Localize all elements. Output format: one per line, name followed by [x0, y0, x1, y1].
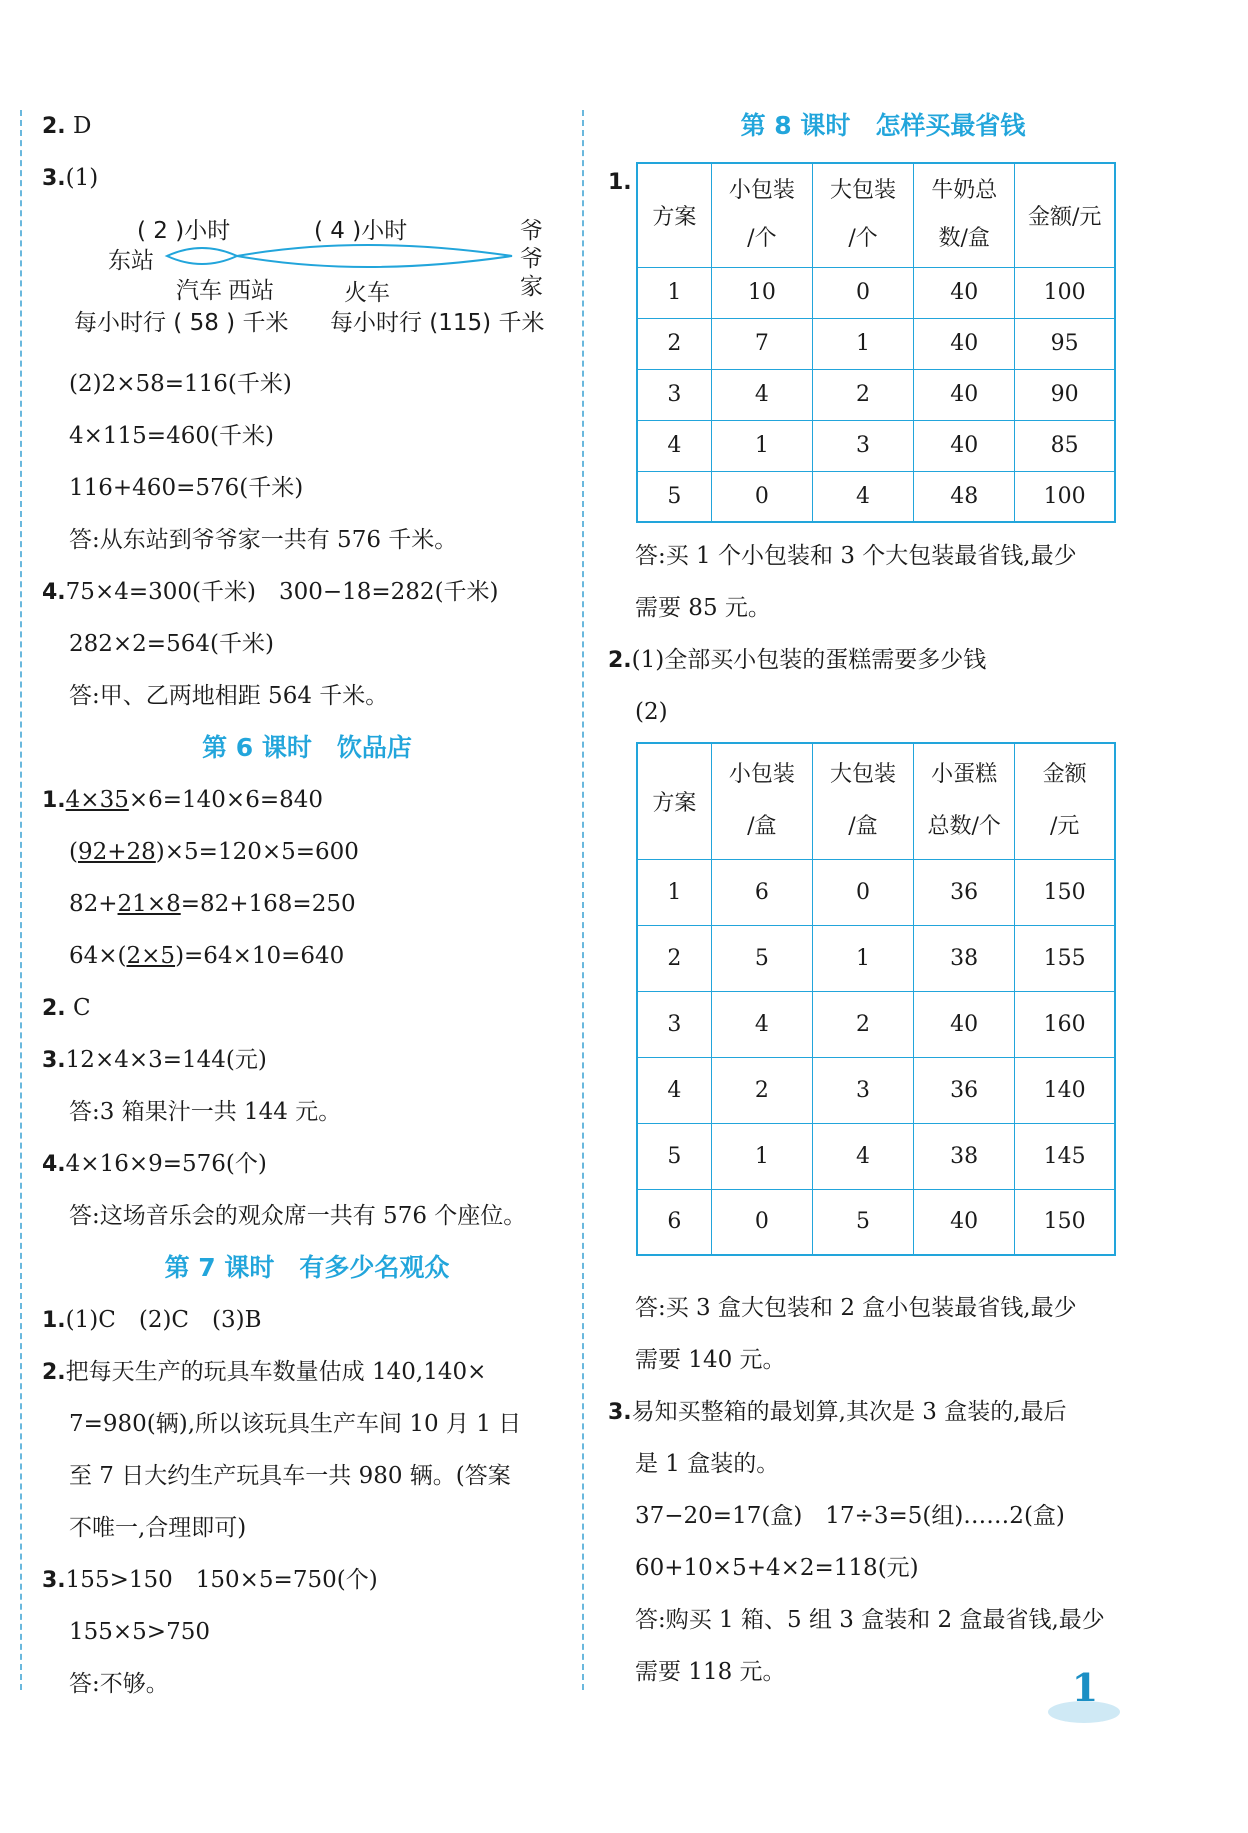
table-cell: 140: [1015, 1057, 1115, 1123]
answer-sentence: 答:3 箱果汁一共 144 元。: [69, 1099, 342, 1125]
table-cell: 2: [812, 369, 913, 420]
header-text: 大包装: [830, 178, 897, 204]
lesson6-answer-1: [42, 774, 572, 826]
cake-plan-table: [636, 742, 1116, 1256]
table-cell: 85: [1015, 420, 1115, 471]
table1-block: [608, 162, 1128, 530]
underlined-part: 4×35: [65, 787, 129, 813]
table-cell: 40: [914, 369, 1015, 420]
calc-line: 116+460=576(千米): [69, 475, 304, 501]
answer-3: [608, 1386, 1128, 1438]
lesson-8-title: 第 8 课时 怎样买最省钱: [740, 111, 1026, 140]
column-divider: [582, 110, 584, 1690]
header-text: 数/盒: [938, 226, 990, 252]
answer-text: 是 1 盒装的。: [635, 1451, 780, 1477]
table-row: [637, 991, 1115, 1057]
table-cell: 3: [812, 420, 913, 471]
calc-line: 155×5>750: [69, 1619, 210, 1645]
calc-line: 37−20=17(盒) 17÷3=5(组)……2(盒): [635, 1503, 1065, 1529]
calc-text: ×6=140×6=840: [128, 787, 323, 813]
east-station-label: 东站: [108, 248, 154, 274]
item-number: 1.: [42, 788, 66, 813]
calc-text: )×5=120×5=600: [155, 839, 359, 865]
train-label: 火车: [344, 280, 390, 306]
table-row: [637, 369, 1115, 420]
table-cell: 5: [711, 925, 812, 991]
table-row: [637, 267, 1115, 318]
header-text: 小蛋糕: [931, 762, 998, 788]
table-row: [637, 859, 1115, 925]
table-cell: 100: [1015, 267, 1115, 318]
table-row: [637, 471, 1115, 522]
table-cell: 40: [914, 1189, 1015, 1255]
answer-text: 4×16×9=576(个): [65, 1151, 267, 1177]
table-cell: 160: [1015, 991, 1115, 1057]
grandpa-home-char: 家: [520, 274, 543, 300]
answer-text: 155>150 150×5=750(个): [65, 1567, 378, 1593]
table-row: [637, 420, 1115, 471]
calc-text: =82+168=250: [180, 891, 356, 917]
table-cell: 2: [812, 991, 913, 1057]
table-cell: 150: [1015, 1189, 1115, 1255]
header-cell: [711, 743, 812, 859]
table-cell: 1: [637, 267, 711, 318]
item-number: 1.: [608, 170, 632, 195]
item-number: 3.: [42, 1568, 66, 1593]
table-cell: 38: [914, 925, 1015, 991]
header-text: /元: [1049, 814, 1080, 840]
item-number: 2.: [42, 996, 66, 1021]
header-cell: [637, 163, 711, 267]
table-cell: 5: [637, 1123, 711, 1189]
header-cell: [1015, 743, 1115, 859]
underlined-part: 92+28: [77, 839, 156, 865]
table-cell: 90: [1015, 369, 1115, 420]
table-cell: 1: [637, 859, 711, 925]
answer-sentence: 答:买 3 盒大包装和 2 盒小包装最省钱,最少: [635, 1295, 1077, 1321]
answer-sentence: 答:买 1 个小包装和 3 个大包装最省钱,最少: [635, 543, 1077, 569]
calc-text: (: [69, 839, 78, 865]
table-row: [637, 1189, 1115, 1255]
table-cell: 36: [914, 1057, 1015, 1123]
table-cell: 0: [711, 471, 812, 522]
table-cell: 1: [711, 420, 812, 471]
answer-text: 不唯一,合理即可): [69, 1515, 247, 1541]
answer-sentence: 需要 118 元。: [635, 1659, 786, 1685]
car-hours-label: ( 2 )小时: [137, 218, 231, 244]
west-station-label: 西站: [228, 278, 274, 304]
header-cell: [914, 163, 1015, 267]
answer-sentence: 答:购买 1 箱、5 组 3 盒装和 2 盒最省钱,最少: [635, 1607, 1105, 1633]
table-row: [637, 925, 1115, 991]
calc-text: 64×(: [69, 943, 127, 969]
item-number: 2.: [42, 1360, 66, 1385]
table-row: [637, 1057, 1115, 1123]
table-cell: 36: [914, 859, 1015, 925]
answer-sentence: 答:甲、乙两地相距 564 千米。: [69, 683, 389, 709]
answer-text: 易知买整箱的最划算,其次是 3 盒装的,最后: [631, 1399, 1067, 1425]
header-text: /盒: [848, 814, 878, 840]
table-cell: 10: [711, 267, 812, 318]
answer-2: [42, 100, 572, 152]
item-number: 3.: [608, 1400, 632, 1425]
header-cell: [914, 743, 1015, 859]
answer-text: C: [72, 995, 91, 1021]
header-cell: [711, 163, 812, 267]
page-number: 1: [1071, 1665, 1099, 1710]
table-cell: 0: [711, 1189, 812, 1255]
header-text: 方案: [652, 790, 697, 816]
grandpa-home-char: 爷: [520, 246, 543, 272]
table-cell: 2: [711, 1057, 812, 1123]
item-number: 3.: [42, 1048, 66, 1073]
train-hours-label: ( 4 )小时: [314, 218, 408, 244]
header-cell: [637, 743, 711, 859]
answer-sentence: 需要 85 元。: [635, 595, 771, 621]
answer-sentence: 答:不够。: [69, 1671, 169, 1697]
left-column: [42, 100, 572, 1710]
header-text: /个: [848, 226, 878, 252]
underlined-part: 21×8: [117, 891, 181, 917]
table-cell: 2: [637, 318, 711, 369]
header-text: 总数/个: [927, 814, 1001, 840]
answer-text: 12×4×3=144(元): [65, 1047, 267, 1073]
item-number: 3.: [42, 166, 66, 191]
milk-plan-table: [636, 162, 1116, 523]
answer-text: (1): [65, 165, 99, 191]
table-cell: 4: [711, 991, 812, 1057]
lesson6-answer-4: [42, 1138, 572, 1190]
calc-line: [42, 826, 572, 878]
item-number: 1.: [42, 1308, 66, 1333]
header-text: 小包装: [728, 178, 795, 204]
table-cell: 150: [1015, 859, 1115, 925]
table-cell: 3: [637, 991, 711, 1057]
answer-sentence: 需要 140 元。: [635, 1347, 786, 1373]
car-speed-label: 每小时行 ( 58 ) 千米: [74, 310, 289, 336]
car-label: 汽车: [176, 278, 222, 304]
calc-line: (2)2×58=116(千米): [69, 371, 292, 397]
table-cell: 6: [711, 859, 812, 925]
header-text: /个: [747, 226, 777, 252]
table-cell: 3: [812, 1057, 913, 1123]
table-cell: 5: [812, 1189, 913, 1255]
header-text: 方案: [652, 204, 697, 230]
answer-text: D: [72, 113, 92, 139]
answer-3: [42, 152, 572, 204]
underlined-part: 2×5: [126, 943, 176, 969]
item-number: 2.: [608, 648, 632, 673]
table-cell: 6: [637, 1189, 711, 1255]
table-row: [637, 1123, 1115, 1189]
item-number: 2.: [42, 114, 66, 139]
lesson7-answer-1: [42, 1294, 572, 1346]
calc-line: 60+10×5+4×2=118(元): [635, 1555, 919, 1581]
calc-line: 282×2=564(千米): [69, 631, 274, 657]
table-cell: 4: [711, 369, 812, 420]
header-text: 大包装: [829, 762, 896, 788]
table2-block: [608, 742, 1128, 1282]
header-cell: [812, 743, 913, 859]
table-cell: 40: [914, 318, 1015, 369]
answer-text: 7=980(辆),所以该玩具生产车间 10 月 1 日: [69, 1411, 522, 1437]
table-cell: 40: [914, 420, 1015, 471]
table-cell: 0: [812, 859, 913, 925]
table-cell: 7: [711, 318, 812, 369]
table-cell: 4: [637, 420, 711, 471]
calc-text: )=64×10=640: [175, 943, 345, 969]
calc-line: 4×115=460(千米): [69, 423, 274, 449]
lesson7-answer-3: [42, 1554, 572, 1606]
table-cell: 5: [637, 471, 711, 522]
right-column: [608, 100, 1128, 1698]
grandpa-home-char: 爷: [520, 218, 543, 244]
table-cell: 48: [914, 471, 1015, 522]
table-header-row: [637, 163, 1115, 267]
table-cell: 1: [711, 1123, 812, 1189]
lesson7-answer-2: [42, 1346, 572, 1398]
answer-sentence: 答:这场音乐会的观众席一共有 576 个座位。: [69, 1203, 527, 1229]
train-speed-label: 每小时行 (115) 千米: [330, 310, 545, 336]
table-cell: 1: [812, 925, 913, 991]
item-number: 4.: [42, 1152, 66, 1177]
lesson-7-title: 第 7 课时 有多少名观众: [164, 1253, 450, 1282]
answer-text: 75×4=300(千米) 300−18=282(千米): [65, 579, 499, 605]
header-text: 小包装: [728, 762, 795, 788]
answer-2: [608, 634, 1128, 686]
table-cell: 0: [812, 267, 913, 318]
table-cell: 38: [914, 1123, 1015, 1189]
lesson6-answer-2: [42, 982, 572, 1034]
table-cell: 40: [914, 991, 1015, 1057]
lesson6-answer-3: [42, 1034, 572, 1086]
header-text: 金额: [1042, 762, 1087, 788]
header-cell: [1015, 163, 1115, 267]
table-cell: 4: [812, 471, 913, 522]
header-text: 牛奶总: [931, 178, 998, 204]
header-text: 金额/元: [1027, 204, 1102, 230]
table-cell: 2: [637, 925, 711, 991]
calc-line: [42, 878, 572, 930]
route-diagram: [42, 204, 572, 358]
header-cell: [812, 163, 913, 267]
table-cell: 1: [812, 318, 913, 369]
sub-item-label: (2): [635, 699, 668, 725]
calc-line: [42, 930, 572, 982]
table-cell: 3: [637, 369, 711, 420]
header-text: /盒: [747, 814, 777, 840]
table-cell: 100: [1015, 471, 1115, 522]
answer-text: 把每天生产的玩具车数量估成 140,140×: [65, 1359, 487, 1385]
table-cell: 4: [812, 1123, 913, 1189]
table-cell: 4: [637, 1057, 711, 1123]
table-cell: 155: [1015, 925, 1115, 991]
answer-sentence: 答:从东站到爷爷家一共有 576 千米。: [69, 527, 458, 553]
left-margin-line: [20, 110, 22, 1690]
calc-text: 82+: [69, 891, 118, 917]
table-cell: 145: [1015, 1123, 1115, 1189]
answer-text: 至 7 日大约生产玩具车一共 980 辆。(答案: [69, 1463, 511, 1489]
table-header-row: [637, 743, 1115, 859]
table-cell: 40: [914, 267, 1015, 318]
item-number: 4.: [42, 580, 66, 605]
answer-text: (1)C (2)C (3)B: [65, 1307, 262, 1333]
table-cell: 95: [1015, 318, 1115, 369]
answer-4: [42, 566, 572, 618]
lesson-6-title: 第 6 课时 饮品店: [202, 733, 412, 762]
answer-text: (1)全部买小包装的蛋糕需要多少钱: [631, 647, 987, 673]
table-row: [637, 318, 1115, 369]
